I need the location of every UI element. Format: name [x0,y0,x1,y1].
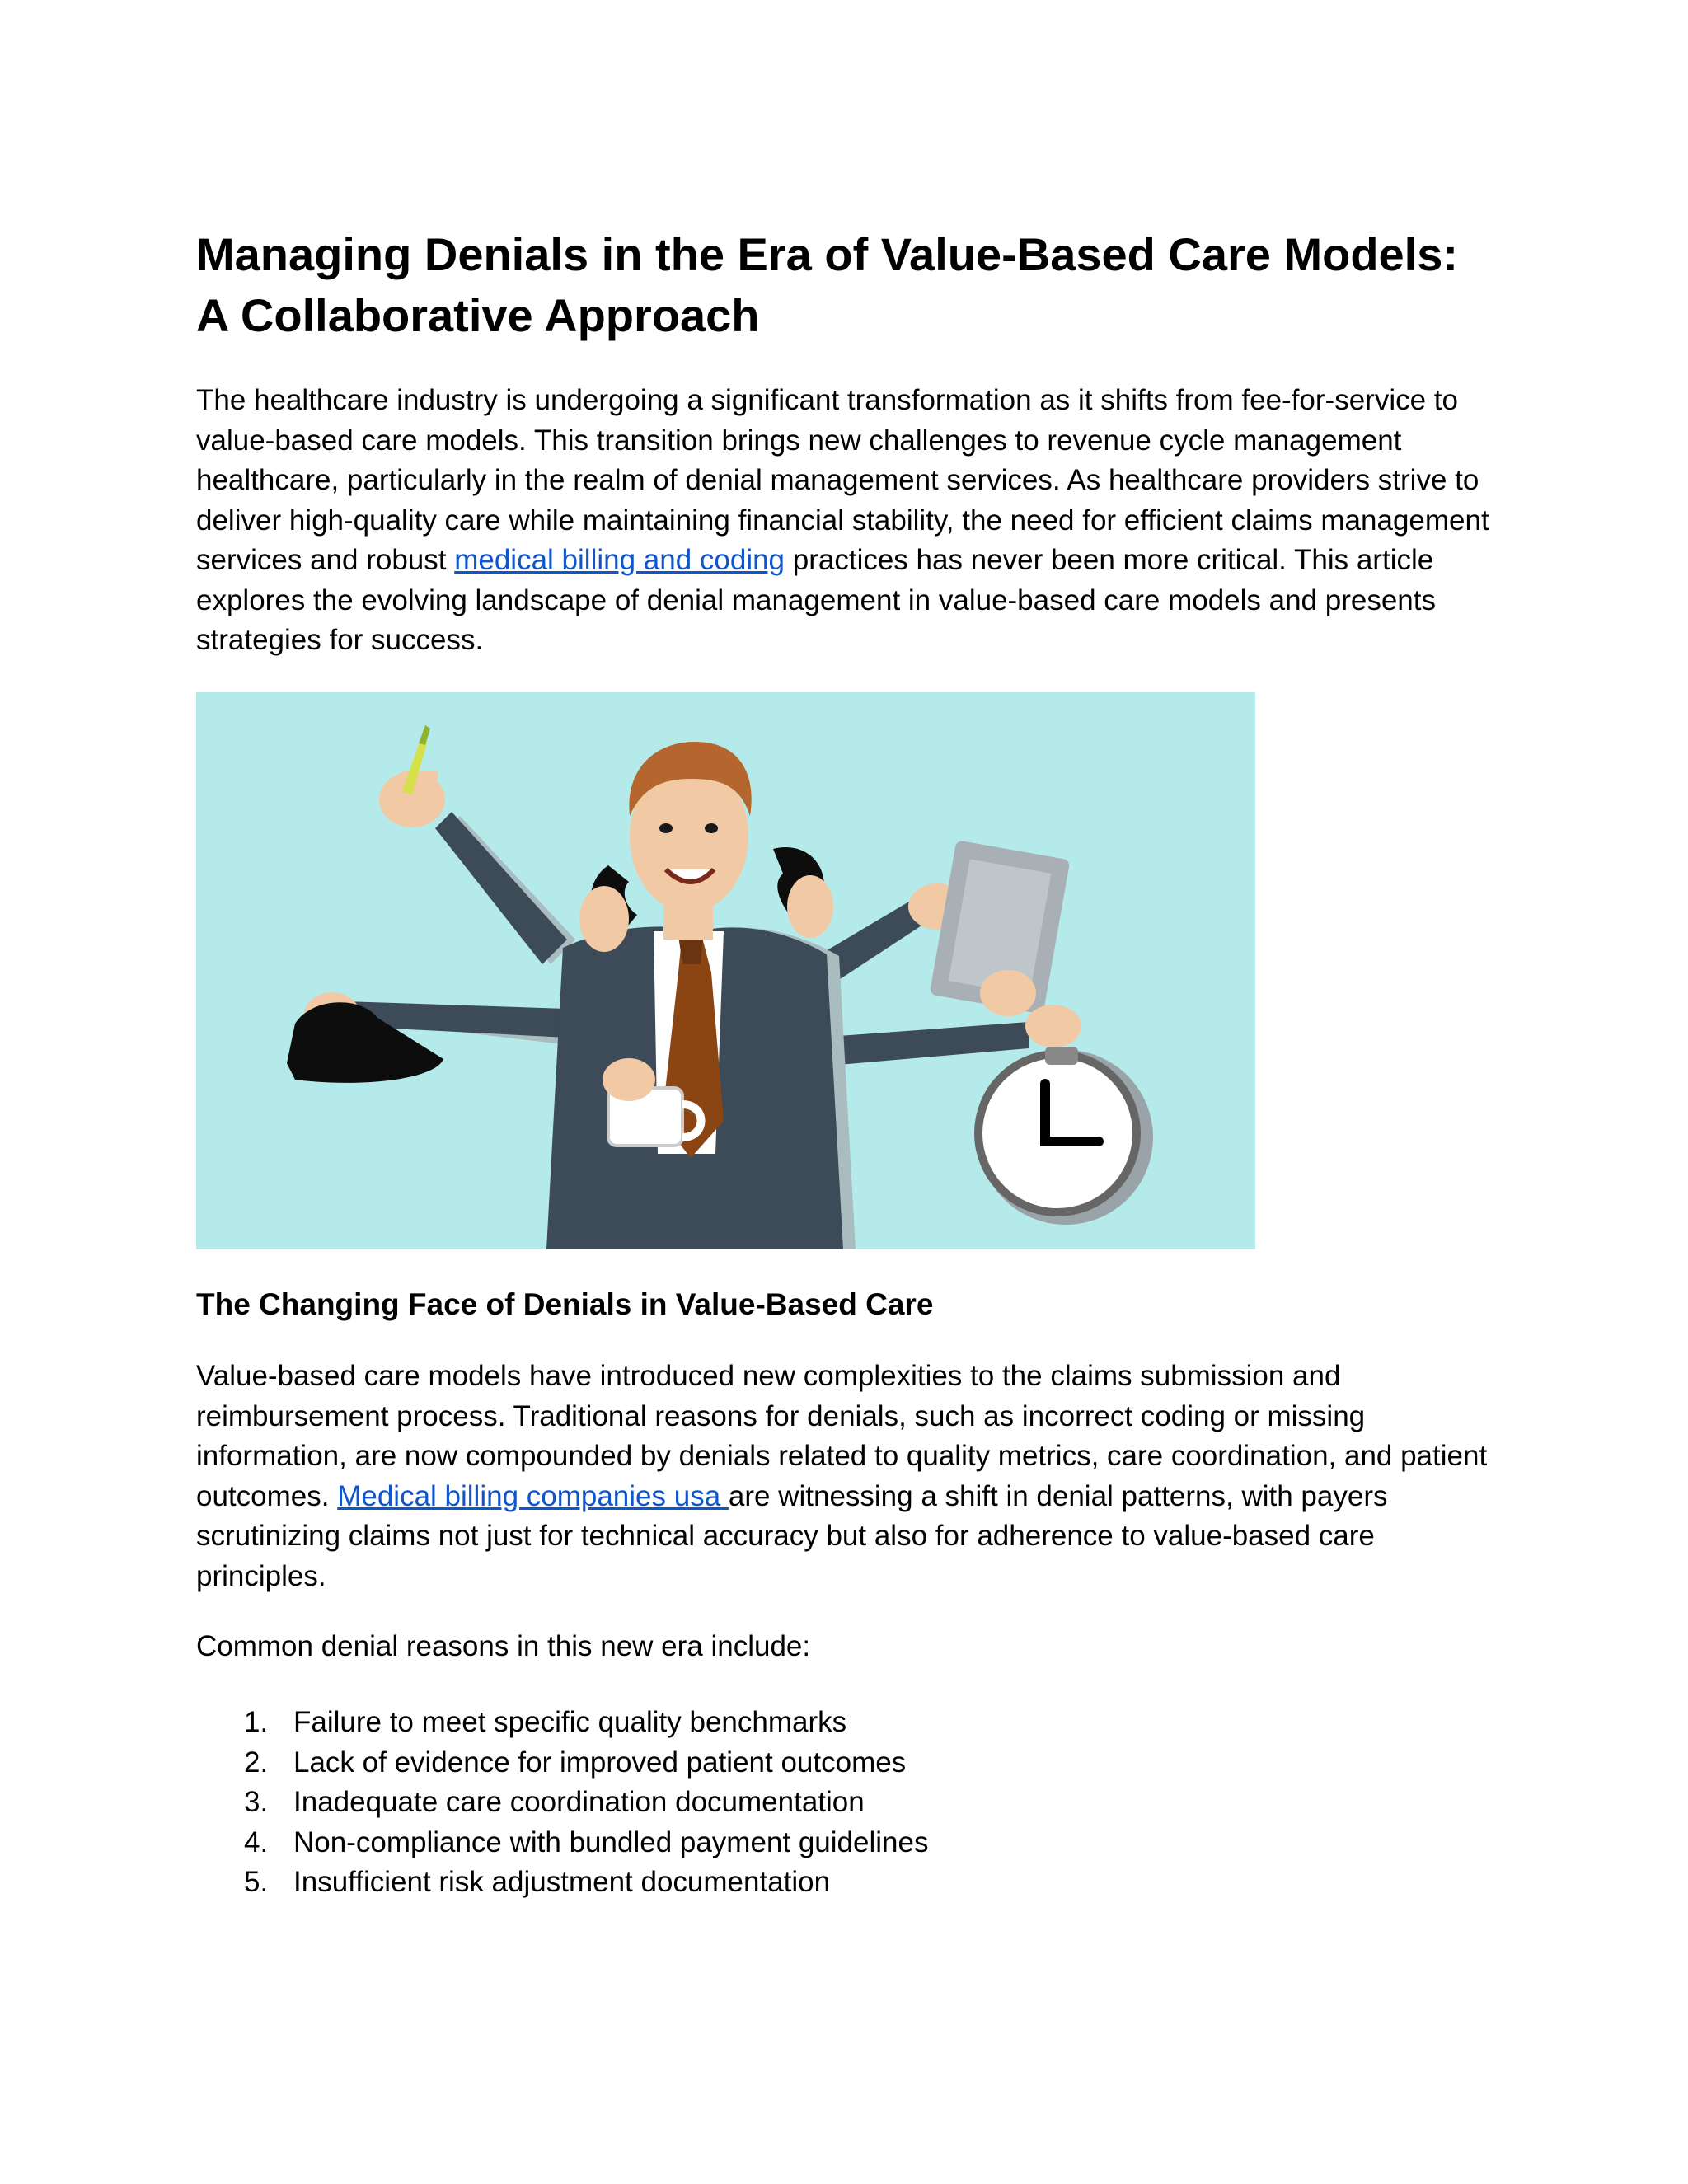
list-item-text: Non-compliance with bundled payment guidelines [293,1825,929,1858]
article-title [196,224,1515,346]
list-item [196,1703,928,1743]
intro-paragraph [196,381,1490,661]
clock-arm-shape [806,1005,1153,1225]
multitasking-businessman-illustration [196,692,1255,1249]
list-item [196,1823,928,1863]
phone-arm-shape [287,992,592,1083]
list-item-text: Lack of evidence for improved patient outcomes [293,1746,907,1779]
list-item-number: 5. [244,1866,269,1898]
medical-billing-companies-link[interactable]: Medical billing companies usa [337,1479,729,1512]
section-text-before-link: Value-based care models have introduced new complexities to the claims submission and reimbursement process. Traditional reasons for denials, such as incorrect coding or missing information, are now compounded by denials related to quality metrics, care coordination, and patient outcomes. [196,1360,1488,1512]
list-item-number: 2. [244,1746,269,1779]
list-item [196,1743,928,1783]
list-item-text: Inadequate care coordination documentation [293,1786,865,1818]
list-item [196,1863,928,1903]
intro-text-after-link: practices has never been more critical. This article explores the evolving landscape of denial management in value-based care models and presents strategies for success. [196,544,1436,656]
list-item-text: Failure to meet specific quality benchmarks [293,1706,847,1738]
title-line-1: Managing Denials in the Era of Value-Based Care Models: [196,228,1459,280]
medical-billing-coding-link[interactable]: medical billing and coding [454,544,785,576]
intro-text-before-link: The healthcare industry is undergoing a significant transformation as it shifts from fee-for-service to value-based care models. This transition brings new challenges to revenue cycle management healthcare, particularly in the realm of denial management services. As healthcare providers strive to deliver high-quality care while maintaining financial stability, the need for efficient claims management services and robust [196,384,1489,576]
section-paragraph [196,1357,1490,1596]
list-intro: Common denial reasons in this new era include: [196,1630,811,1662]
list-item-number: 3. [244,1786,269,1818]
title-line-2: A Collaborative Approach [196,289,760,341]
businessman-head-shape [579,742,833,952]
denial-reasons-list [196,1703,928,1903]
list-item [196,1783,928,1823]
list-item-number: 4. [244,1825,269,1858]
businessman-body-shape [546,926,856,1249]
section-text-after-link: are witnessing a shift in denial patterns, with payers scrutinizing claims not just for technical accuracy but also for adherence to value-based care principles. [196,1479,1388,1592]
raised-arm-pen-shape [379,725,575,964]
list-item-text: Insufficient risk adjustment documentation [293,1866,831,1898]
section-heading: The Changing Face of Denials in Value-Based Care [196,1287,934,1321]
list-item-number: 1. [244,1706,269,1738]
